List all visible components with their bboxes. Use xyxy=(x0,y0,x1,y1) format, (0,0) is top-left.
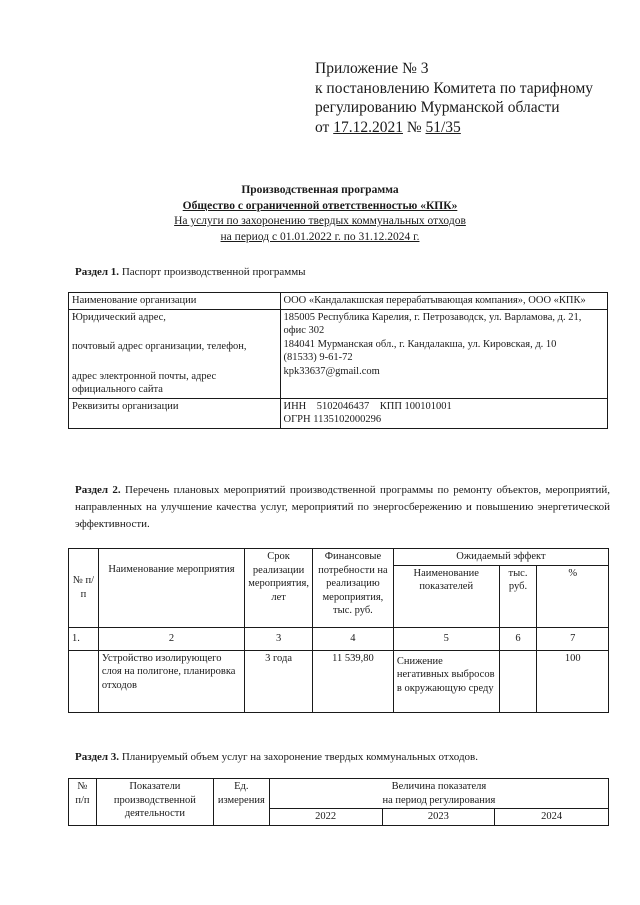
col-header-indicator: Наименование показателей xyxy=(393,565,499,627)
section2-label: Раздел 2. xyxy=(75,484,121,496)
legal-address-value: 185005 Республика Карелия, г. Петрозаводск, ул. Варламова, д. 21, офис 302 xyxy=(283,311,582,336)
org-name-label: Наименование организации xyxy=(69,293,281,310)
org-name-value: ООО «Кандалакшская перерабатывающая компания», ООО «КПК» xyxy=(280,293,607,310)
measure-indicator: Снижение негативных выбросов в окружающую среду xyxy=(393,650,499,712)
requisites-inn-kpp: ИНН 5102046437 КПП 100101001 xyxy=(283,400,452,412)
col-header-finance: Финансовые потребности на реализацию мероприятия, тыс. руб. xyxy=(312,549,393,628)
section3-text: Планируемый объем услуг на захоронение твердых коммунальных отходов. xyxy=(121,751,478,763)
address-labels xyxy=(69,309,281,398)
measure-percent: 100 xyxy=(537,650,609,712)
table-row xyxy=(69,650,609,712)
col-header-name: Наименование мероприятия xyxy=(98,549,244,628)
table-row xyxy=(69,779,609,809)
col-number: 7 xyxy=(537,627,609,650)
measures-table xyxy=(68,548,609,713)
decree-number: 51/35 xyxy=(425,118,461,136)
col-number: 4 xyxy=(312,627,393,650)
address-values xyxy=(280,309,607,398)
col-number: 1. xyxy=(69,627,99,650)
value-header-line1: Величина показателя xyxy=(391,781,487,792)
col-header-term: Срок реализации мероприятия, лет xyxy=(245,549,313,628)
measure-finance: 11 539,80 xyxy=(312,650,393,712)
appendix-date-line xyxy=(315,118,593,138)
section3-label: Раздел 3. xyxy=(75,751,120,763)
col-header-thousand-rub: тыс. руб. xyxy=(499,565,537,627)
year-2024: 2024 xyxy=(495,809,609,826)
table-row xyxy=(69,309,608,398)
decree-date: 17.12.2021 xyxy=(333,118,403,136)
appendix-line2: к постановлению Комитета по тарифному xyxy=(315,79,594,97)
date-prefix: от xyxy=(315,118,330,136)
section1-text: Паспорт производственной программы xyxy=(121,266,306,278)
title-line4: на период с 01.01.2022 г. по 31.12.2024 г. xyxy=(220,230,420,243)
section3-heading xyxy=(75,750,478,765)
col-number: 2 xyxy=(98,627,244,650)
title-line3: На услуги по захоронению твердых коммунальных отходов xyxy=(174,215,466,227)
section1-label: Раздел 1. xyxy=(75,266,120,278)
table-row xyxy=(69,293,608,310)
section2-heading xyxy=(75,482,610,533)
col-header-indicators: Показатели производственной деятельности xyxy=(96,779,213,826)
phone-value: (81533) 9-61-72 xyxy=(283,352,353,363)
appendix-line3: регулированию Мурманской области xyxy=(315,99,560,116)
col-number: 5 xyxy=(393,627,499,650)
year-2022: 2022 xyxy=(269,809,382,826)
appendix-line1: Приложение № 3 xyxy=(315,60,429,77)
passport-table xyxy=(68,292,608,429)
value-header-line2: на период регулирования xyxy=(382,794,496,806)
requisites-value xyxy=(280,398,607,428)
requisites-ogrn: ОГРН 1135102000296 xyxy=(283,414,382,425)
email-value: kpk33637@gmail.com xyxy=(283,365,380,377)
measure-name: Устройство изолирующего слоя на полигоне, планировка отходов xyxy=(98,650,244,712)
table-row xyxy=(69,549,609,566)
volume-table xyxy=(68,778,609,826)
col-header-value xyxy=(269,779,608,809)
email-label: адрес электронной почты, адрес официального сайта xyxy=(72,370,217,395)
table-row xyxy=(69,398,608,428)
number-sign: № xyxy=(406,118,422,136)
title-line1: Производственная программа xyxy=(241,184,399,196)
col-header-unit: Ед. измерения xyxy=(213,779,269,826)
col-header-num: № п/п xyxy=(69,549,99,628)
section2-text: Перечень плановых мероприятий производственной программы по ремонту объектов, мероприятий, направленных на улучшение качества услуг, мероприятий по энергосбережению и повышению энергетической эффективности. xyxy=(75,484,611,530)
col-header-effect: Ожидаемый эффект xyxy=(393,549,608,566)
postal-address-label: почтовый адрес организации, телефон, xyxy=(72,341,247,352)
col-header-percent: % xyxy=(537,565,609,627)
year-2023: 2023 xyxy=(382,809,495,826)
section1-heading xyxy=(75,265,306,280)
measure-thousand-rub xyxy=(499,650,537,712)
col-header-num: № п/п xyxy=(69,779,97,826)
program-title xyxy=(0,183,640,245)
requisites-label: Реквизиты организации xyxy=(69,398,281,428)
col-number: 3 xyxy=(245,627,313,650)
table-row xyxy=(69,627,609,650)
measure-num xyxy=(69,650,99,712)
appendix-header xyxy=(315,59,593,137)
legal-address-label: Юридический адрес, xyxy=(72,311,166,323)
col-number: 6 xyxy=(499,627,537,650)
postal-address-value: 184041 Мурманская обл., г. Кандалакша, ул. Кировская, д. 10 xyxy=(283,338,557,350)
measure-term: 3 года xyxy=(245,650,313,712)
title-line2: Общество с ограниченной ответственностью «КПК» xyxy=(182,199,458,212)
